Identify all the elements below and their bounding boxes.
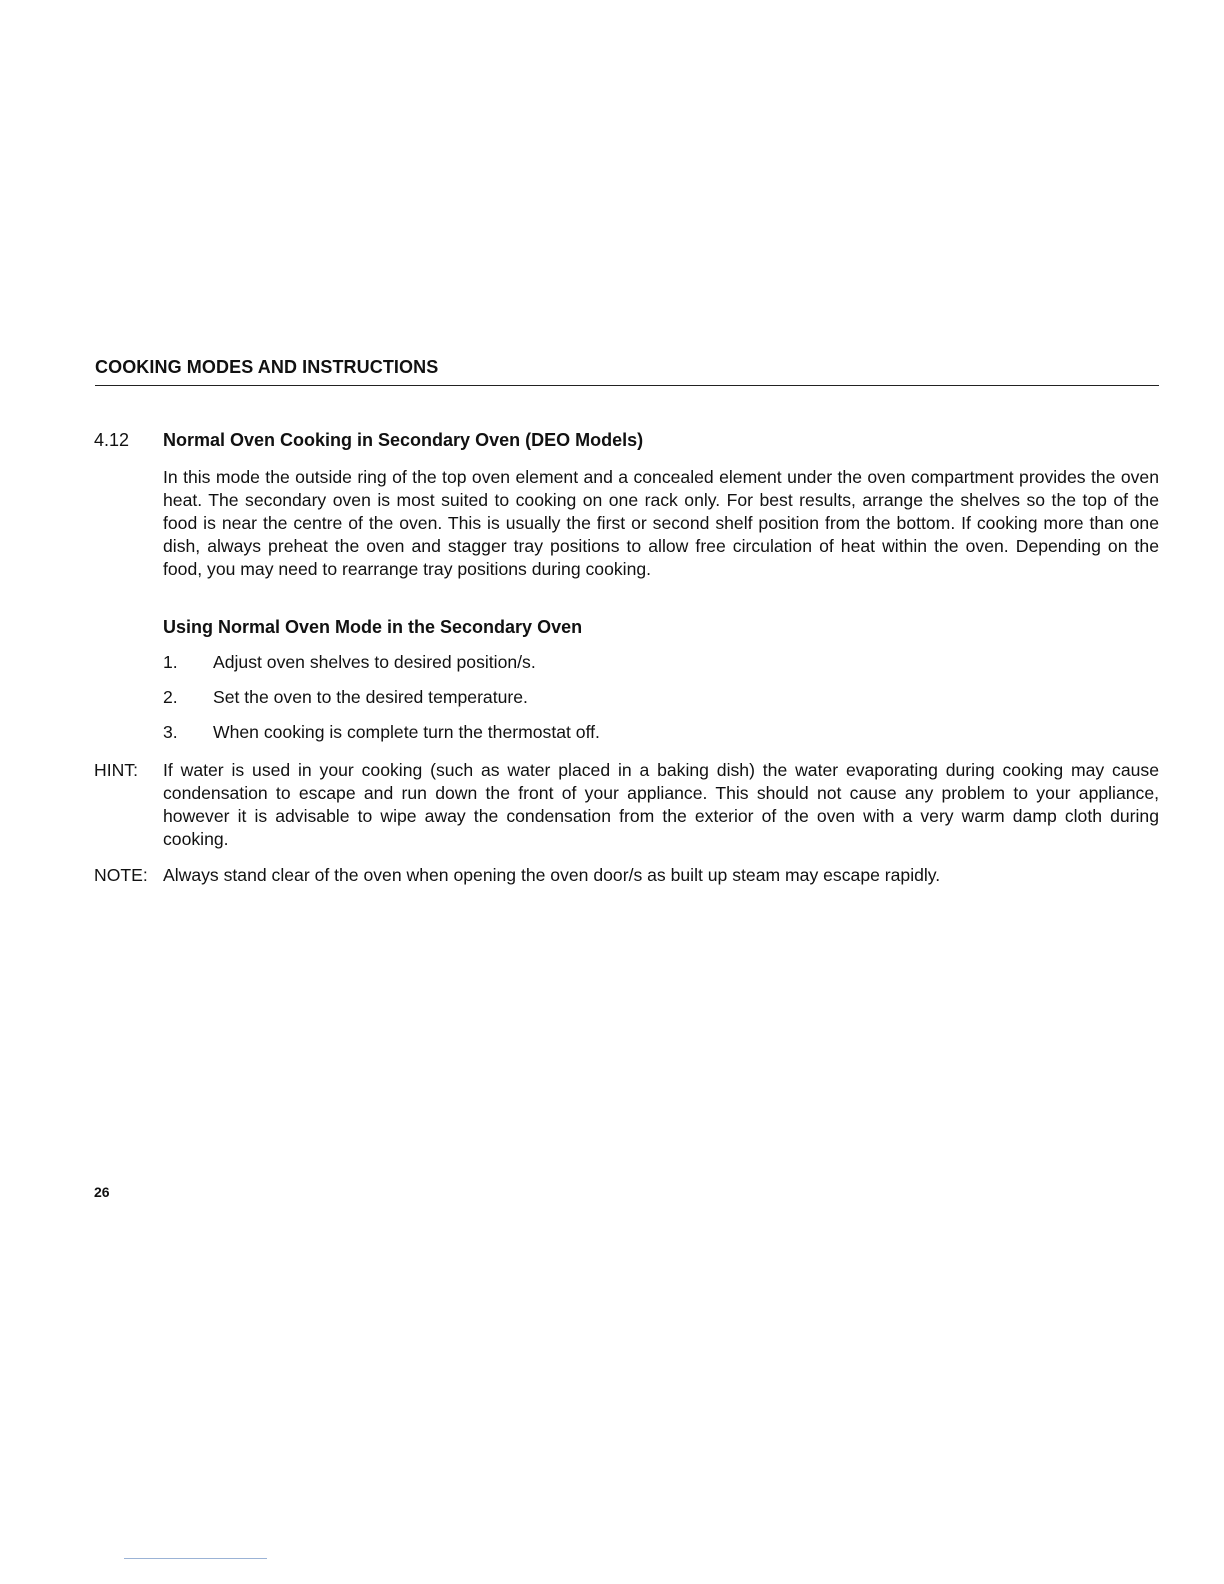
header-divider xyxy=(95,385,1159,386)
note-text: Always stand clear of the oven when opening the oven door/s as built up steam may escape rapidly. xyxy=(163,865,941,885)
page-header xyxy=(95,356,1159,378)
step-number: 1. xyxy=(163,652,178,672)
step-text: Adjust oven shelves to desired position/s. xyxy=(213,652,536,672)
page-number: 26 xyxy=(94,1184,110,1200)
hint-text: If water is used in your cooking (such as water placed in a baking dish) the water evaporating during cooking may cause condensation to escape and run down the front of your appliance. This should not cause any problem to your appliance, however it is advisable to wipe away the condensation from the exterior of the oven with a very warm damp cloth during cooking. xyxy=(163,760,1159,849)
page-title: COOKING MODES AND INSTRUCTIONS xyxy=(95,357,439,377)
step-number: 2. xyxy=(163,687,178,707)
hint-label: HINT: xyxy=(94,760,138,780)
section-number: 4.12 xyxy=(94,430,130,450)
step-text: Set the oven to the desired temperature. xyxy=(213,687,528,707)
note-label: NOTE: xyxy=(94,865,148,885)
footer-divider xyxy=(124,1558,267,1559)
step-text: When cooking is complete turn the thermostat off. xyxy=(213,722,600,742)
step-number: 3. xyxy=(163,722,178,742)
section-title: Normal Oven Cooking in Secondary Oven (DEO Models) xyxy=(163,430,644,450)
section-body: In this mode the outside ring of the top oven element and a concealed element under the oven compartment provides the oven heat. The secondary oven is most suited to cooking on one rack only. For best results, arrange the shelves so the top of the food is near the centre of the oven. This is usually the first or second shelf position from the bottom. If cooking more than one dish, always preheat the oven and stagger tray positions to allow free circulation of heat within the oven. Depending on the food, you may need to rearrange tray positions during cooking. xyxy=(163,467,1159,579)
instructions-subheading: Using Normal Oven Mode in the Secondary Oven xyxy=(163,617,583,637)
